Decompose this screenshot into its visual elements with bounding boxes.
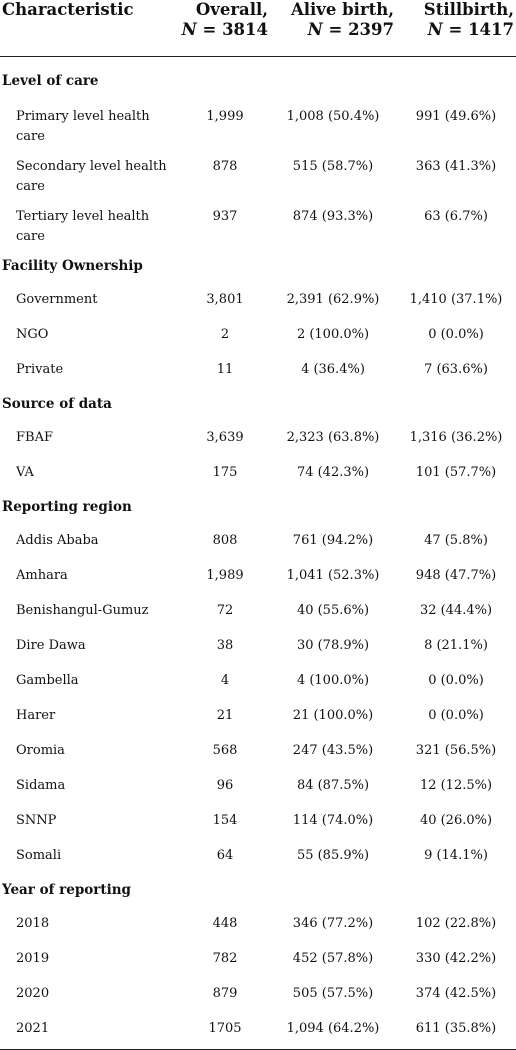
cell-stillbirth: 9 (14.1%)	[424, 848, 488, 863]
cell-alive-birth: 346 (77.2%)	[292, 916, 374, 931]
cell-overall: 3,801	[206, 292, 244, 307]
header-alive-birth	[270, 0, 396, 57]
header-overall-label: Overall,	[195, 0, 268, 19]
table-row	[0, 841, 516, 876]
cell-alive-birth: 84 (87.5%)	[296, 778, 370, 793]
cell-overall: 1705	[180, 1014, 270, 1050]
table-row	[0, 806, 516, 841]
table-row	[0, 102, 516, 152]
cell-alive-birth: 2 (100.0%)	[296, 327, 370, 342]
cell-alive-birth: 874 (93.3%)	[292, 209, 374, 224]
table-row	[0, 631, 516, 666]
row-label: 2021	[0, 1014, 180, 1050]
cell-overall: 1,989	[206, 568, 244, 583]
row-label: FBAF	[16, 430, 53, 445]
table-row	[0, 701, 516, 736]
cell-overall: 4	[220, 673, 230, 688]
section-row	[0, 390, 516, 423]
cell-stillbirth: 948 (47.7%)	[415, 568, 497, 583]
cell-overall: 448	[212, 916, 238, 931]
table-row	[0, 561, 516, 596]
cell-alive-birth: 2,391 (62.9%)	[286, 292, 380, 307]
cell-alive-birth: 4 (100.0%)	[296, 673, 370, 688]
table-row	[0, 202, 516, 252]
section-row	[0, 252, 516, 285]
cell-alive-birth: 2,323 (63.8%)	[286, 430, 380, 445]
cell-stillbirth: 611 (35.8%)	[396, 1014, 516, 1050]
cell-overall: 879	[212, 986, 238, 1001]
cell-alive-birth: 74 (42.3%)	[296, 465, 370, 480]
row-label: Private	[16, 362, 64, 377]
cell-alive-birth: 55 (85.9%)	[296, 848, 370, 863]
cell-stillbirth: 102 (22.8%)	[415, 916, 497, 931]
table-row	[0, 909, 516, 944]
row-label: Secondary level health care	[16, 159, 167, 194]
row-label: 2020	[16, 986, 50, 1001]
cell-stillbirth: 321 (56.5%)	[415, 743, 497, 758]
table-row	[0, 423, 516, 458]
header-still-n: N = 1417	[427, 20, 514, 39]
cell-alive-birth: 1,094 (64.2%)	[270, 1014, 396, 1050]
cell-overall: 878	[212, 159, 238, 174]
cell-alive-birth: 40 (55.6%)	[296, 603, 370, 618]
row-label: VA	[16, 465, 34, 480]
cell-stillbirth: 330 (42.2%)	[415, 951, 497, 966]
cell-alive-birth: 30 (78.9%)	[296, 638, 370, 653]
row-label: Somali	[16, 848, 62, 863]
cell-overall: 64	[216, 848, 234, 863]
row-label: 2018	[16, 916, 50, 931]
table-row	[0, 771, 516, 806]
table-row	[0, 355, 516, 390]
row-label: 2019	[16, 951, 50, 966]
cell-overall: 72	[216, 603, 234, 618]
cell-stillbirth: 8 (21.1%)	[424, 638, 488, 653]
header-stillbirth	[396, 0, 516, 57]
cell-overall: 175	[212, 465, 238, 480]
table-row	[0, 458, 516, 493]
row-label: NGO	[16, 327, 49, 342]
cell-stillbirth: 0 (0.0%)	[428, 673, 484, 688]
table-row	[0, 979, 516, 1014]
cell-stillbirth: 363 (41.3%)	[415, 159, 497, 174]
row-label: Dire Dawa	[16, 638, 86, 653]
header-overall	[180, 0, 270, 57]
cell-alive-birth: 1,008 (50.4%)	[286, 109, 380, 124]
table-row	[0, 944, 516, 979]
cell-alive-birth: 452 (57.8%)	[292, 951, 374, 966]
header-alive-n: N = 2397	[307, 20, 394, 39]
section-title: Facility Ownership	[2, 258, 143, 274]
cell-overall: 154	[212, 813, 238, 828]
header-still-label: Stillbirth,	[423, 0, 514, 19]
row-label: Government	[16, 292, 98, 307]
cell-overall: 38	[216, 638, 234, 653]
cell-alive-birth: 1,041 (52.3%)	[286, 568, 380, 583]
table-row	[0, 1014, 516, 1050]
row-label: Sidama	[16, 778, 66, 793]
section-row	[0, 57, 516, 103]
cell-stillbirth: 12 (12.5%)	[419, 778, 493, 793]
row-label: Tertiary level health care	[16, 209, 150, 244]
cell-overall: 808	[212, 533, 238, 548]
cell-alive-birth: 505 (57.5%)	[292, 986, 374, 1001]
cell-overall: 568	[212, 743, 238, 758]
cell-stillbirth: 1,316 (36.2%)	[409, 430, 503, 445]
table-row	[0, 526, 516, 561]
cell-overall: 2	[220, 327, 230, 342]
cell-alive-birth: 21 (100.0%)	[292, 708, 374, 723]
row-label: SNNP	[16, 813, 57, 828]
row-label: Harer	[16, 708, 56, 723]
header-overall-n: N = 3814	[181, 20, 268, 39]
table-body	[0, 57, 516, 1050]
cell-stillbirth: 63 (6.7%)	[424, 209, 488, 224]
header-characteristic: Characteristic	[2, 0, 134, 19]
table-row	[0, 320, 516, 355]
cell-stillbirth: 7 (63.6%)	[424, 362, 488, 377]
cell-alive-birth: 4 (36.4%)	[301, 362, 365, 377]
cell-overall: 782	[212, 951, 238, 966]
cell-stillbirth: 0 (0.0%)	[428, 708, 484, 723]
cell-stillbirth: 47 (5.8%)	[424, 533, 488, 548]
section-row	[0, 876, 516, 909]
section-title: Year of reporting	[2, 882, 132, 898]
cell-alive-birth: 761 (94.2%)	[292, 533, 374, 548]
cell-alive-birth: 247 (43.5%)	[292, 743, 374, 758]
cell-stillbirth: 40 (26.0%)	[419, 813, 493, 828]
cell-stillbirth: 0 (0.0%)	[428, 327, 484, 342]
table-row	[0, 596, 516, 631]
cell-overall: 3,639	[206, 430, 244, 445]
cell-alive-birth: 515 (58.7%)	[292, 159, 374, 174]
section-row	[0, 493, 516, 526]
cell-overall: 21	[216, 708, 234, 723]
cell-stillbirth: 101 (57.7%)	[415, 465, 497, 480]
header-alive-label: Alive birth,	[290, 0, 394, 19]
cell-overall: 937	[212, 209, 238, 224]
row-label: Gambella	[16, 673, 79, 688]
cell-stillbirth: 374 (42.5%)	[415, 986, 497, 1001]
cell-stillbirth: 32 (44.4%)	[419, 603, 493, 618]
section-title: Level of care	[2, 73, 99, 89]
table-row	[0, 736, 516, 771]
cell-stillbirth: 1,410 (37.1%)	[409, 292, 503, 307]
table-header	[0, 0, 516, 57]
cell-overall: 1,999	[206, 109, 244, 124]
cell-alive-birth: 114 (74.0%)	[292, 813, 374, 828]
row-label: Primary level health care	[16, 109, 150, 144]
cell-overall: 11	[216, 362, 234, 377]
table-row	[0, 152, 516, 202]
table-row	[0, 285, 516, 320]
section-title: Source of data	[2, 396, 112, 412]
table-row	[0, 666, 516, 701]
cell-overall: 96	[216, 778, 234, 793]
row-label: Oromia	[16, 743, 65, 758]
section-title: Reporting region	[2, 499, 132, 515]
row-label: Benishangul-Gumuz	[16, 603, 149, 618]
row-label: Addis Ababa	[16, 533, 99, 548]
cell-stillbirth: 991 (49.6%)	[415, 109, 497, 124]
row-label: Amhara	[16, 568, 68, 583]
